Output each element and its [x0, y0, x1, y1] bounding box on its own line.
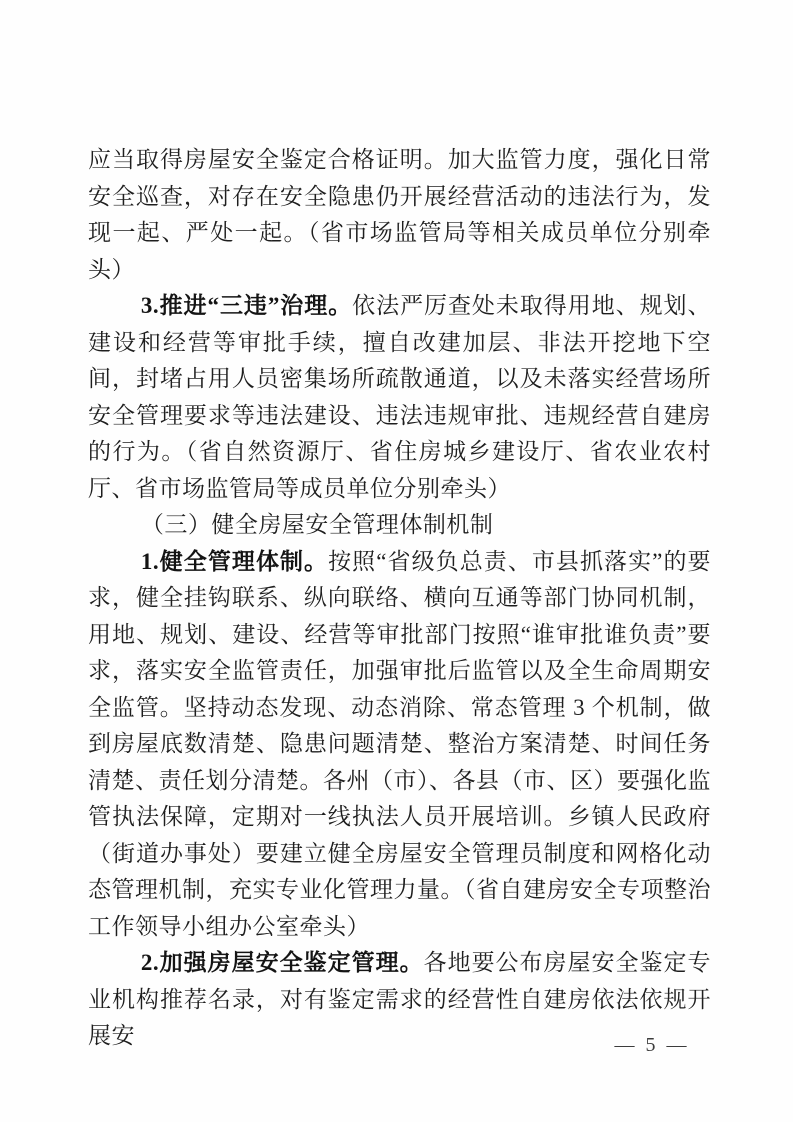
section-heading-text: （三）健全房屋安全管理体制机制 [140, 512, 494, 537]
paragraph-lead: 1.健全管理体制。 [140, 548, 329, 574]
paragraph [88, 288, 711, 507]
paragraph-text: 依法严厉查处未取得用地、规划、建设和经营等审批手续，擅自改建加层、非法开挖地下空间，封堵占用人员密集场所疏散通道，以及未落实经营场所安全管理要求等违法建设、违法违规审批、违规经营自建房的行为。（省自然资源厅、省住房城乡建设厅、省农业农村厅、省市场监管局等成员单位分别牵头） [88, 293, 712, 501]
document-body [88, 142, 711, 1055]
section-heading [88, 507, 711, 544]
paragraph [88, 142, 711, 288]
paragraph-text: 按照“省级负总责、市县抓落实”的要求，健全挂钩联系、纵向联络、横向互通等部门协同机制，用地、规划、建设、经营等审批部门按照“谁审批谁负责”要求，落实安全监管责任，加强审批后监管以及全生命周期安全监管。坚持动态发现、动态消除、常态管理 3 个机制，做到房屋底数清楚、隐患问题清楚、整治方案清楚、时间任务清楚、责任划分清楚。各州（市）、各县（市、区）要强化监管执法保障，定期对一线执法人员开展培训。乡镇人民政府（街道办事处）要建立健全房屋安全管理员制度和网格化动态管理机制，充实专业化管理力量。（省自建房安全专项整治工作领导小组办公室牵头） [88, 548, 712, 939]
paragraph-text: 各地要公布房屋安全鉴定专业机构推荐名录，对有鉴定需求的经营性自建房依法依规开展安 [88, 950, 712, 1048]
paragraph [88, 544, 711, 946]
paragraph-lead: 3.推进“三违”治理。 [140, 293, 353, 318]
paragraph-text: 应当取得房屋安全鉴定合格证明。加大监管力度，强化日常安全巡查，对存在安全隐患仍开展经营活动的违法行为，发现一起、严处一起。（省市场监管局等相关成员单位分别牵头） [88, 147, 711, 282]
page-number: — 5 — [614, 1034, 690, 1056]
paragraph-lead: 2.加强房屋安全鉴定管理。 [140, 950, 424, 975]
